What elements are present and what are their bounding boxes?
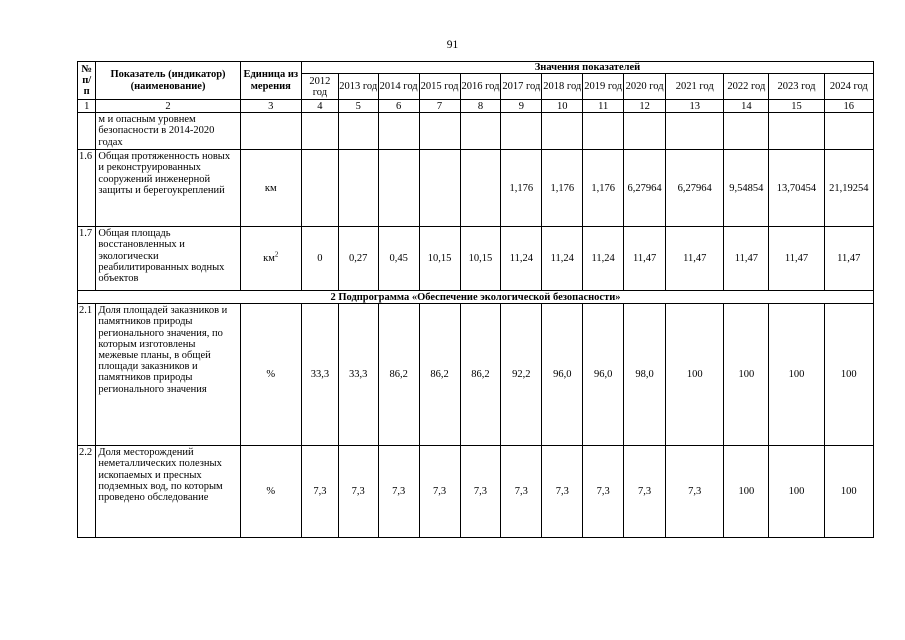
section-title: 2 Подпрограмма «Обеспечение экологической безопасности» bbox=[78, 291, 874, 304]
row-value-2019 bbox=[583, 113, 624, 150]
row-value-2017: 11,24 bbox=[501, 227, 542, 291]
header-year-2: 2014 год bbox=[378, 74, 419, 100]
row-value-2014 bbox=[378, 150, 419, 227]
column-number-2: 2 bbox=[96, 100, 240, 113]
column-number-8: 8 bbox=[460, 100, 501, 113]
row-value-2020: 7,3 bbox=[624, 446, 666, 538]
row-value-2015: 86,2 bbox=[419, 304, 460, 446]
row-value-2016: 86,2 bbox=[460, 304, 501, 446]
header-year-12: 2024 год bbox=[824, 74, 873, 100]
header-year-9: 2021 год bbox=[666, 74, 724, 100]
row-value-2021: 7,3 bbox=[666, 446, 724, 538]
row-value-2016 bbox=[460, 150, 501, 227]
indicators-table bbox=[77, 61, 874, 538]
row-unit bbox=[240, 113, 301, 150]
row-value-2017: 1,176 bbox=[501, 150, 542, 227]
row-value-2012: 0 bbox=[301, 227, 338, 291]
row-value-2015 bbox=[419, 150, 460, 227]
row-value-2019: 11,24 bbox=[583, 227, 624, 291]
table-row bbox=[78, 150, 874, 227]
header-year-3: 2015 год bbox=[419, 74, 460, 100]
row-value-2018 bbox=[542, 113, 583, 150]
row-value-2017: 92,2 bbox=[501, 304, 542, 446]
row-indicator: м и опасным уровнем безопасности в 2014-2020 годах bbox=[96, 113, 240, 150]
table-row bbox=[78, 113, 874, 150]
header-row-1 bbox=[78, 62, 874, 74]
row-value-2016: 10,15 bbox=[460, 227, 501, 291]
row-value-2024 bbox=[824, 113, 873, 150]
row-value-2014: 86,2 bbox=[378, 304, 419, 446]
header-values-title: Значения показателей bbox=[301, 62, 873, 74]
header-year-8: 2020 год bbox=[624, 74, 666, 100]
row-value-2022: 9,54854 bbox=[724, 150, 769, 227]
row-value-2021: 100 bbox=[666, 304, 724, 446]
row-value-2020: 98,0 bbox=[624, 304, 666, 446]
row-value-2024: 11,47 bbox=[824, 227, 873, 291]
table-row bbox=[78, 304, 874, 446]
row-value-2022: 11,47 bbox=[724, 227, 769, 291]
row-indicator: Общая площадь восстановленных и экологически реабилитированных водных объектов bbox=[96, 227, 240, 291]
column-number-1: 1 bbox=[78, 100, 96, 113]
column-number-14: 14 bbox=[724, 100, 769, 113]
row-value-2017: 7,3 bbox=[501, 446, 542, 538]
header-year-1: 2013 год bbox=[338, 74, 378, 100]
row-value-2020: 6,27964 bbox=[624, 150, 666, 227]
row-unit: $км^2$ bbox=[240, 227, 301, 291]
column-number-15: 15 bbox=[769, 100, 824, 113]
column-number-9: 9 bbox=[501, 100, 542, 113]
row-value-2014: 0,45 bbox=[378, 227, 419, 291]
row-value-2015: 7,3 bbox=[419, 446, 460, 538]
row-value-2015: 10,15 bbox=[419, 227, 460, 291]
column-number-16: 16 bbox=[824, 100, 873, 113]
row-unit: км bbox=[240, 150, 301, 227]
header-year-10: 2022 год bbox=[724, 74, 769, 100]
row-number: 1.7 bbox=[78, 227, 96, 291]
header-unit: Единица измерения bbox=[240, 62, 301, 100]
row-value-2022: 100 bbox=[724, 304, 769, 446]
header-year-11: 2023 год bbox=[769, 74, 824, 100]
row-value-2024: 100 bbox=[824, 446, 873, 538]
row-indicator: Доля площадей заказников и памятников природы регионального значения, по которым изготовлены межевые планы, в общей площади заказников и памятников природы регионального значения bbox=[96, 304, 240, 446]
column-number-5: 5 bbox=[338, 100, 378, 113]
row-value-2015 bbox=[419, 113, 460, 150]
row-value-2012: 7,3 bbox=[301, 446, 338, 538]
row-value-2019: 7,3 bbox=[583, 446, 624, 538]
row-value-2013: 33,3 bbox=[338, 304, 378, 446]
column-number-10: 10 bbox=[542, 100, 583, 113]
header-indicator: Показатель (индикатор) (наименование) bbox=[96, 62, 240, 100]
row-value-2012: 33,3 bbox=[301, 304, 338, 446]
column-number-6: 6 bbox=[378, 100, 419, 113]
row-value-2020: 11,47 bbox=[624, 227, 666, 291]
row-value-2023: 100 bbox=[769, 446, 824, 538]
row-value-2012 bbox=[301, 150, 338, 227]
page-number: 91 bbox=[446, 39, 459, 51]
row-value-2013 bbox=[338, 113, 378, 150]
header-year-7: 2019 год bbox=[583, 74, 624, 100]
row-value-2021 bbox=[666, 113, 724, 150]
row-value-2018: 96,0 bbox=[542, 304, 583, 446]
header-year-5: 2017 год bbox=[501, 74, 542, 100]
column-number-7: 7 bbox=[419, 100, 460, 113]
row-number bbox=[78, 113, 96, 150]
header-year-4: 2016 год bbox=[460, 74, 501, 100]
row-value-2021: 6,27964 bbox=[666, 150, 724, 227]
column-number-11: 11 bbox=[583, 100, 624, 113]
row-value-2023: 13,70454 bbox=[769, 150, 824, 227]
row-value-2013: 0,27 bbox=[338, 227, 378, 291]
column-number-4: 4 bbox=[301, 100, 338, 113]
row-value-2023 bbox=[769, 113, 824, 150]
row-number: 2.1 bbox=[78, 304, 96, 446]
row-value-2020 bbox=[624, 113, 666, 150]
row-value-2021: 11,47 bbox=[666, 227, 724, 291]
row-value-2013 bbox=[338, 150, 378, 227]
row-value-2023: 11,47 bbox=[769, 227, 824, 291]
row-value-2019: 1,176 bbox=[583, 150, 624, 227]
column-number-3: 3 bbox=[240, 100, 301, 113]
column-number-13: 13 bbox=[666, 100, 724, 113]
column-number-12: 12 bbox=[624, 100, 666, 113]
row-number: 2.2 bbox=[78, 446, 96, 538]
row-indicator: Доля месторождений неметаллических полезных ископаемых и пресных подземных вод, по которым проведено обследование bbox=[96, 446, 240, 538]
row-value-2018: 1,176 bbox=[542, 150, 583, 227]
row-value-2022: 100 bbox=[724, 446, 769, 538]
row-value-2017 bbox=[501, 113, 542, 150]
row-value-2024: 21,19254 bbox=[824, 150, 873, 227]
row-value-2013: 7,3 bbox=[338, 446, 378, 538]
row-number: 1.6 bbox=[78, 150, 96, 227]
section-row bbox=[78, 291, 874, 304]
table-row bbox=[78, 227, 874, 291]
column-numbers-row bbox=[78, 100, 874, 113]
row-unit: % bbox=[240, 446, 301, 538]
row-indicator: Общая протяженность новых и реконструированных сооружений инженерной защиты и берегоукреплений bbox=[96, 150, 240, 227]
row-value-2019: 96,0 bbox=[583, 304, 624, 446]
row-value-2018: 7,3 bbox=[542, 446, 583, 538]
row-value-2014 bbox=[378, 113, 419, 150]
row-value-2012 bbox=[301, 113, 338, 150]
row-value-2014: 7,3 bbox=[378, 446, 419, 538]
header-year-0: 2012 год bbox=[301, 74, 338, 100]
row-value-2016: 7,3 bbox=[460, 446, 501, 538]
row-value-2023: 100 bbox=[769, 304, 824, 446]
table-row bbox=[78, 446, 874, 538]
row-unit: % bbox=[240, 304, 301, 446]
row-value-2016 bbox=[460, 113, 501, 150]
row-value-2022 bbox=[724, 113, 769, 150]
header-year-6: 2018 год bbox=[542, 74, 583, 100]
row-value-2024: 100 bbox=[824, 304, 873, 446]
row-value-2018: 11,24 bbox=[542, 227, 583, 291]
header-num: № п/п bbox=[78, 62, 96, 100]
